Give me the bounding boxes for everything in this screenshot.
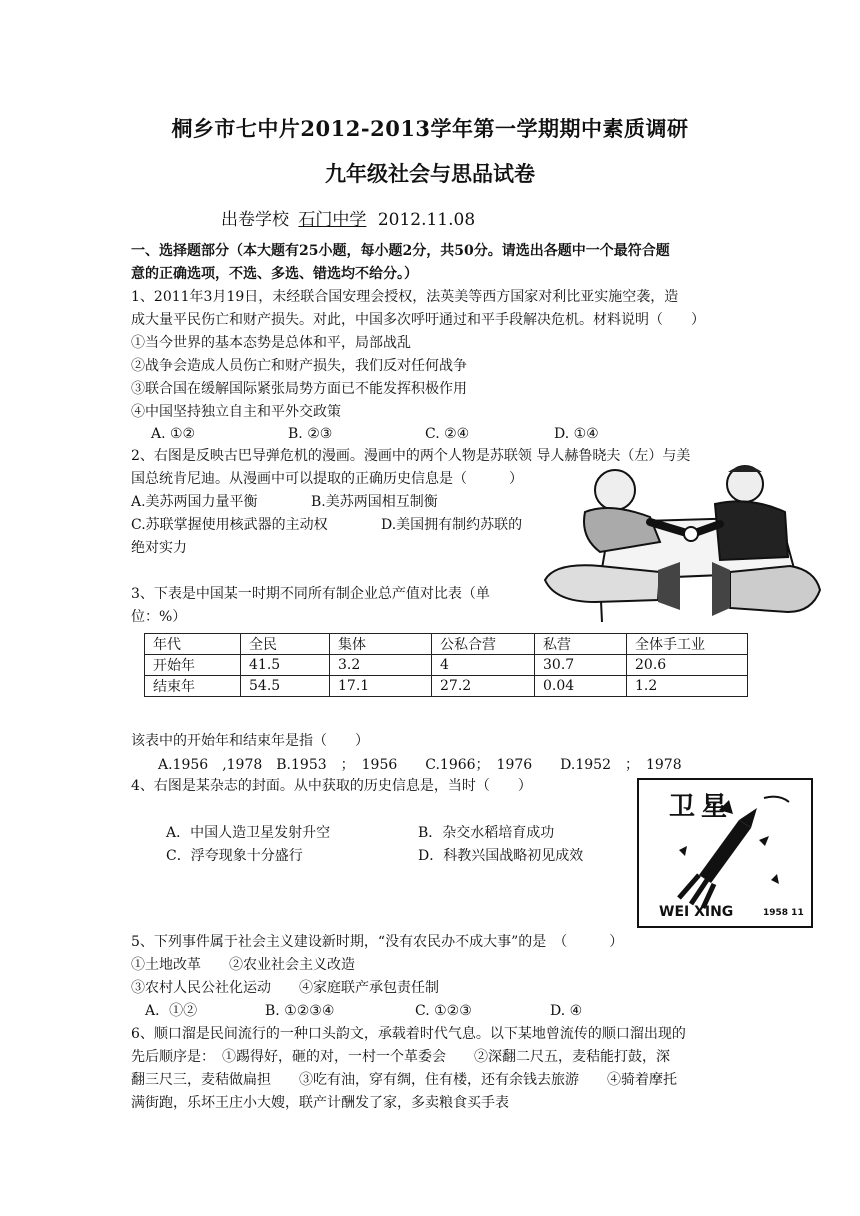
- question-1-text: 1、2011年3月19日，未经联合国安理会授权，法英美等西方国家对利比亚实施空袭，造: [131, 289, 679, 305]
- question-4-text: 4、右图是某杂志的封面。从中获取的历史信息是，当时（ ）: [131, 778, 532, 794]
- question-1-item: ③联合国在缓解国际紧张局势方面已不能发挥积极作用: [131, 381, 467, 397]
- question-1-item: ①当今世界的基本态势是总体和平，局部战乱: [131, 335, 411, 351]
- table-cell: 0.04: [535, 676, 627, 697]
- option-b[interactable]: B.美苏两国相互制衡: [311, 494, 438, 510]
- question-3-options[interactable]: A.1956 ,1978 B.1953 ； 1956 C.1966； 1976 D.1952 ； 1978: [158, 757, 682, 773]
- option-c[interactable]: C.苏联掌握使用核武器的主动权: [131, 517, 328, 533]
- table-cell: 开始年: [145, 655, 241, 676]
- option-c[interactable]: C. ①②③: [415, 1003, 472, 1019]
- question-6-text: 6、顺口溜是民间流行的一种口头韵文，承载着时代气息。以下某地曾流传的顺口溜出现的: [131, 1026, 686, 1042]
- table-cell: 30.7: [535, 655, 627, 676]
- option-c[interactable]: C. ②④: [425, 426, 470, 442]
- table-cell: 4: [432, 655, 535, 676]
- option-b[interactable]: B．杂交水稻培育成功: [418, 825, 555, 841]
- option-b[interactable]: B. ②③: [288, 426, 333, 442]
- question-1-text: 成大量平民伤亡和财产损失。对此，中国多次呼吁通过和平手段解决危机。材料说明（ ）: [131, 312, 705, 328]
- school-line: [221, 205, 475, 230]
- ownership-table: [144, 633, 748, 697]
- option-a[interactable]: A. ①②: [151, 426, 196, 442]
- option-a[interactable]: A.美苏两国力量平衡: [131, 494, 258, 510]
- question-4-options: [166, 822, 554, 842]
- question-3-text: 3、下表是中国某一时期不同所有制企业总产值对比表（单: [131, 586, 490, 602]
- question-1-item: ④中国坚持独立自主和平外交政策: [131, 404, 341, 420]
- option-b[interactable]: B. ①②③④: [265, 1003, 335, 1019]
- school-name: 石门中学: [298, 210, 367, 230]
- question-2-text: 国总统肯尼迪。从漫画中可以提取的正确历史信息是（ ）: [131, 471, 523, 487]
- question-6-text: 满街跑，乐坏王庄小大嫂，联产计酬发了家，多卖粮食买手表: [131, 1095, 509, 1111]
- cover-date: 1958 11: [763, 908, 804, 918]
- question-5-text: 5、下列事件属于社会主义建设新时期，“没有农民办不成大事”的是 （ ）: [131, 934, 624, 950]
- table-header-cell: 集体: [330, 634, 432, 655]
- question-1-item: ②战争会造成人员伤亡和财产损失，我们反对任何战争: [131, 358, 467, 374]
- question-5-item: ①土地改革 ②农业社会主义改造: [131, 957, 355, 973]
- option-d-continued: 绝对实力: [131, 540, 187, 556]
- table-row: [145, 655, 748, 676]
- question-2-text: 2、右图是反映古巴导弹危机的漫画。漫画中的两个人物是苏联领 导人赫鲁晓夫（左）与美: [131, 448, 691, 464]
- magazine-cover: [637, 778, 813, 928]
- question-1-options: [151, 426, 599, 442]
- question-3-text: 位：%）: [131, 609, 187, 625]
- table-row: [145, 676, 748, 697]
- exam-date: 2012.11.08: [377, 210, 476, 230]
- cover-brand: WEI XING: [659, 904, 734, 920]
- question-3-question: 该表中的开始年和结束年是指（ ）: [131, 733, 369, 749]
- section-instructions: 一、选择题部分（本大题有25小题，每小题2分，共50分。请选出各题中一个最符合题: [131, 243, 670, 259]
- table-cell: 27.2: [432, 676, 535, 697]
- table-cell: 41.5: [241, 655, 330, 676]
- table-header-cell: 全体手工业: [627, 634, 748, 655]
- table-header-row: [145, 634, 748, 655]
- table-cell: 结束年: [145, 676, 241, 697]
- option-d[interactable]: D．科教兴国战略初见成效: [418, 848, 584, 864]
- exam-subtitle: 九年级社会与思品试卷: [325, 161, 535, 186]
- table-header-cell: 私营: [535, 634, 627, 655]
- table-cell: 1.2: [627, 676, 748, 697]
- section-instructions: 意的正确选项，不选、多选、错选均不给分。）: [131, 266, 418, 282]
- cover-title: 卫星: [669, 792, 734, 822]
- question-6-text: 翻三尺三，麦秸做扁担 ③吃有油，穿有绸，住有楼，还有余钱去旅游 ④骑着摩托: [131, 1072, 677, 1088]
- table-header-cell: 年代: [145, 634, 241, 655]
- table-header-cell: 公私合营: [432, 634, 535, 655]
- option-c[interactable]: C．浮夸现象十分盛行: [166, 848, 303, 864]
- question-4-options: [166, 845, 583, 865]
- table-header-cell: 全民: [241, 634, 330, 655]
- option-d[interactable]: D.美国拥有制约苏联的: [381, 517, 523, 533]
- option-a[interactable]: A．中国人造卫星发射升空: [166, 825, 331, 841]
- question-5-options: [145, 1000, 582, 1020]
- question-6-text: 先后顺序是： ①踢得好，砸的对，一村一个革委会 ②深翻二尺五，麦秸能打鼓，深: [131, 1049, 670, 1065]
- table-cell: 3.2: [330, 655, 432, 676]
- option-d[interactable]: D. ④: [550, 1003, 583, 1019]
- school-label: 出卷学校: [221, 210, 289, 230]
- table-cell: 54.5: [241, 676, 330, 697]
- exam-title: 桐乡市七中片2012-2013学年第一学期期中素质调研: [171, 116, 689, 141]
- table-cell: 20.6: [627, 655, 748, 676]
- question-5-item: ③农村人民公社化运动 ④家庭联产承包责任制: [131, 980, 439, 996]
- option-d[interactable]: D. ①④: [554, 426, 599, 442]
- table-cell: 17.1: [330, 676, 432, 697]
- option-a[interactable]: A．①②: [145, 1003, 198, 1019]
